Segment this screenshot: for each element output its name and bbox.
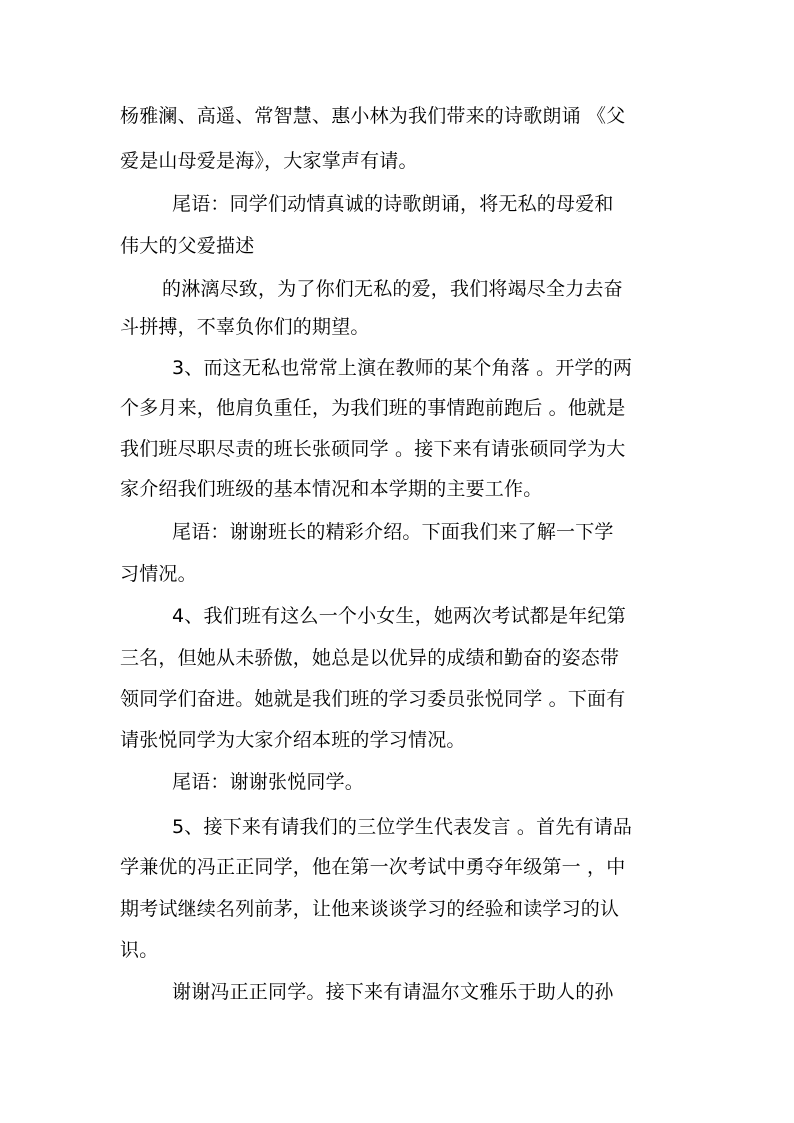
text-line: 伟大的父爱描述 — [120, 235, 255, 257]
text-line: 尾语：谢谢张悦同学。 — [172, 771, 365, 793]
text-line: 谢谢冯正正同学。接下来有请温尔文雅乐于助人的孙 — [172, 981, 614, 1003]
text-line: 杨雅澜、高遥、常智慧、惠小林为我们带来的诗歌朗诵 《父 — [120, 105, 626, 127]
text-line: 爱是山母爱是海》，大家掌声有请。 — [120, 150, 418, 172]
text-line: 三名，但她从未骄傲，她总是以优异的成绩和勤奋的姿态带 — [120, 647, 620, 669]
text-line: 5、接下来有请我们的三位学生代表发言 。首先有请品 — [172, 816, 633, 838]
text-line: 识。 — [120, 939, 159, 961]
text-line: 3、而这无私也常常上演在教师的某个角落 。开学的两 — [172, 357, 633, 379]
text-line: 尾语：谢谢班长的精彩介绍。下面我们来了解一下学 — [172, 521, 614, 543]
text-line: 请张悦同学为大家介绍本班的学习情况。 — [120, 729, 466, 751]
text-line: 4、我们班有这么一个小女生，她两次考试都是年纪第 — [172, 605, 626, 627]
text-line: 期考试继续名列前茅，让他来谈谈学习的经验和读学习的认 — [120, 898, 620, 920]
text-line: 尾语：同学们动情真诚的诗歌朗诵，将无私的母爱和 — [172, 193, 614, 215]
text-line: 我们班尽职尽责的班长张硕同学 。接下来有请张硕同学为大 — [120, 438, 626, 460]
text-line: 的淋漓尽致，为了你们无私的爱，我们将竭尽全力去奋 — [162, 278, 623, 300]
text-line: 斗拼搏，不辜负你们的期望。 — [120, 316, 370, 338]
text-line: 领同学们奋进。她就是我们班的学习委员张悦同学 。下面有 — [120, 688, 626, 710]
text-line: 家介绍我们班级的基本情况和本学期的主要工作。 — [120, 478, 543, 500]
text-line: 学兼优的冯正正同学，他在第一次考试中勇夺年级第一 ，中 — [120, 856, 626, 878]
text-line: 个多月来，他肩负重任，为我们班的事情跑前跑后 。他就是 — [120, 397, 626, 419]
text-line: 习情况。 — [120, 563, 197, 585]
